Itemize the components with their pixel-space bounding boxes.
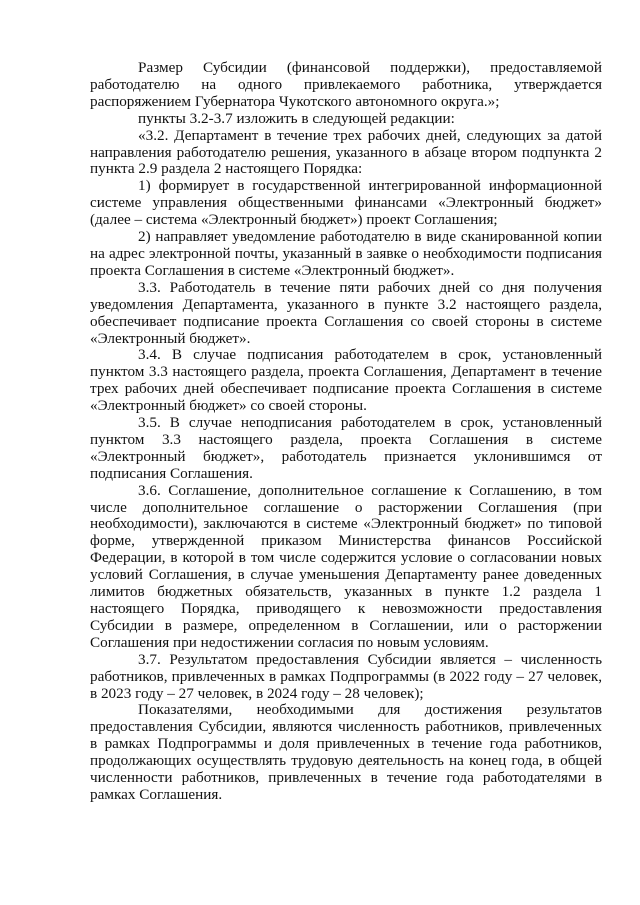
paragraph-3-5: 3.5. В случае неподписания работодателем в срок, установленный пунктом 3.3 настоящего раздела, проекта Соглашения в системе «Электронный бюджет», работодатель признается уклонившимся от подписания Соглашения. (90, 414, 602, 482)
paragraph-indicators: Показателями, необходимыми для достижения результатов предоставления Субсидии, являются численность работников, привлеченных в рамках Подпрограммы и доля привлеченных в течение года работников, продолжающих осуществлять трудовую деятельность на конец года, в общей численности работников, привлеченных в течение года работодателями в рамках Соглашения. (90, 701, 602, 803)
paragraph-subsidy-size: Размер Субсидии (финансовой поддержки), предоставляемой работодателю на одного привлекаемого работника, утверждается распоряжением Губернатора Чукотского автономного округа.»; (90, 59, 602, 110)
paragraph-3-4: 3.4. В случае подписания работодателем в срок, установленный пунктом 3.3 настоящего раздела, проекта Соглашения, Департамент в течение трех рабочих дней обеспечивает подписание проекта Соглашения в системе «Электронный бюджет» со своей стороны. (90, 346, 602, 415)
paragraph-3-7: 3.7. Результатом предоставления Субсидии является – численность работников, привлеченных в рамках Подпрограммы (в 2022 году – 27 человек, в 2023 году – 27 человек, в 2024 году – 28 человек); (90, 650, 602, 702)
paragraph-3-2-item-1: 1) формирует в государственной интегрированной информационной системе управления общественными финансами «Электронный бюджет» (далее – система «Электронный бюджет») проект Соглашения; (90, 177, 602, 229)
paragraph-amend-points: пункты 3.2-3.7 изложить в следующей редакции: (138, 109, 455, 127)
document-page (90, 60, 602, 804)
paragraph-3-6: 3.6. Соглашение, дополнительное соглашение к Соглашению, в том числе дополнительное соглашение о расторжении Соглашения (при необходимости), заключаются в системе «Электронный бюджет» по типовой форме, утвержденной приказом Министерства финансов Российской Федерации, в которой в том числе содержится условие о согласовании новых условий Соглашения, в случае уменьшения Департаменту ранее доведенных лимитов бюджетных обязательств, указанных в пункте 1.2 раздела 1 настоящего Порядка, приводящего к невозможности предоставления Субсидии в размере, определенном в Соглашении, или о расторжении Соглашения при недостижении согласия по новым условиям. (90, 481, 602, 651)
paragraph-3-2-item-2: 2) направляет уведомление работодателю в виде сканированной копии на адрес электронной почты, указанный в заявке о необходимости подписания проекта Соглашения в системе «Электронный бюджет». (90, 228, 602, 279)
paragraph-3-3: 3.3. Работодатель в течение пяти рабочих дней со дня получения уведомления Департамента, указанного в пункте 3.2 настоящего раздела, обеспечивает подписание проекта Соглашения со своей стороны в системе «Электронный бюджет». (90, 278, 602, 347)
paragraph-3-2: «3.2. Департамент в течение трех рабочих дней, следующих за датой направления работодателю решения, указанного в абзаце втором подпункта 2 пункта 2.9 раздела 2 настоящего Порядка: (90, 126, 602, 178)
